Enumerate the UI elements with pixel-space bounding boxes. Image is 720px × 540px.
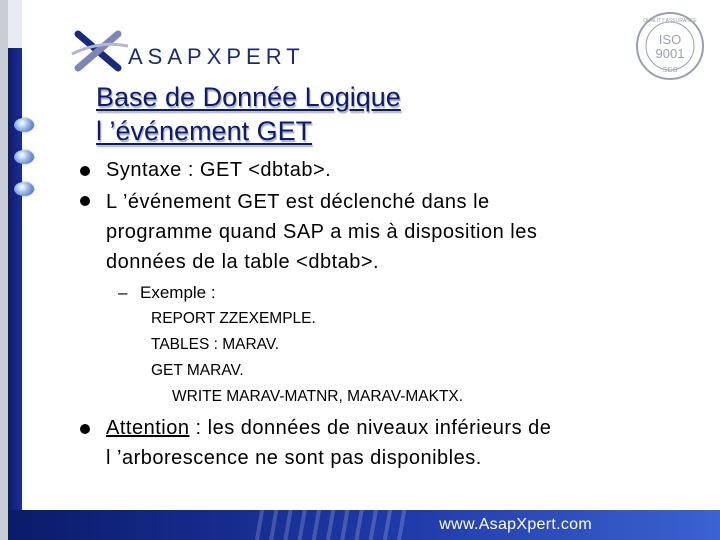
seal-bottom-text: SGS (662, 67, 678, 74)
attention-word: Attention (106, 417, 190, 439)
code-line: REPORT ZZEXEMPLE. (151, 310, 316, 327)
bullet-dot (80, 424, 90, 434)
decorative-dot (14, 118, 34, 132)
code-line: TABLES : MARAV. (151, 336, 280, 353)
iso-9001-seal (634, 10, 706, 82)
seal-iso-text: ISO (658, 32, 682, 47)
bullet-syntax: Syntaxe : GET <dbtab>. (106, 159, 332, 181)
slide-title (96, 80, 516, 148)
bullet-attention-line-2: l ’arborescence ne sont pas disponibles. (106, 447, 482, 469)
bullet-attention-line-1 (106, 414, 551, 444)
code-line: GET MARAV. (151, 362, 244, 379)
code-line: WRITE MARAV-MATNR, MARAV-MAKTX. (172, 388, 464, 405)
example-label: Exemple : (140, 283, 216, 302)
decorative-dot (14, 150, 34, 164)
footer-stripes (250, 510, 410, 540)
bullet-dot (80, 166, 90, 176)
title-line-1: Base de Donnée Logique (96, 82, 401, 112)
bullet-get-line-2: programme quand SAP a mis à disposition les (106, 221, 538, 243)
left-band-top (8, 0, 22, 48)
sub-bullet-dash: – (118, 283, 128, 302)
decorative-dot (14, 182, 34, 196)
seal-number-text: 9001 (655, 46, 685, 61)
bullet-get-line-1: L ’événement GET est déclenché dans le (106, 191, 490, 213)
seal-top-text: QUALITY ASSURANCE (643, 18, 697, 24)
left-navy-band (8, 0, 22, 540)
title-line-2: l ’événement GET (96, 116, 313, 146)
attention-rest: : les données de niveaux inférieurs de (189, 417, 552, 439)
left-edge-strip (0, 0, 8, 540)
bullet-dot (80, 196, 90, 206)
logo-wordmark: ASAPXPERT (128, 44, 305, 69)
bullet-get-line-3: données de la table <dbtab>. (106, 251, 380, 273)
footer-url: www.AsapXpert.com (439, 516, 592, 533)
